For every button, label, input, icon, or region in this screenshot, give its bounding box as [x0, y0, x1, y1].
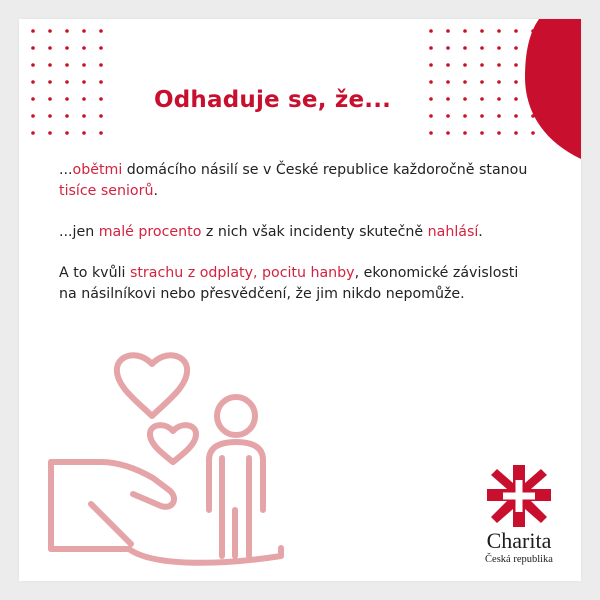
highlighted-text: tisíce seniorů — [59, 183, 154, 199]
highlighted-text: strachu z odplaty, pocitu hanby — [129, 265, 355, 281]
decorative-corner-shape — [521, 19, 581, 159]
paragraph-reporting — [59, 222, 539, 243]
paragraph-text: A to kvůli — [59, 265, 130, 281]
body-text — [59, 160, 539, 325]
charita-logo — [474, 465, 564, 566]
paragraph-victims — [59, 160, 539, 202]
paragraph-text: domácího násilí se v České republice každoročně stanou — [122, 162, 528, 178]
hand-holding-person-hearts-icon — [37, 344, 287, 574]
highlighted-text: nahlásí — [427, 224, 479, 240]
post-card — [19, 19, 581, 581]
headline: Odhaduje se, že... — [154, 87, 392, 113]
highlighted-text: obětmi — [72, 162, 123, 178]
paragraph-text: , ekonomické závislosti na násilníkovi nebo přesvědčení, že jim nikdo nepomůže. — [59, 265, 519, 302]
paragraph-text: . — [153, 183, 158, 199]
decorative-dot-grid-left — [29, 27, 109, 157]
logo-subtitle: Česká republika — [485, 554, 553, 565]
logo-name: Charita — [486, 528, 552, 553]
paragraph-text: z nich však incidenty skutečně — [201, 224, 428, 240]
paragraph-text: ...jen — [59, 224, 99, 240]
paragraph-text: ... — [59, 162, 73, 178]
paragraph-reasons — [59, 263, 539, 305]
charita-cross-logo-icon — [487, 465, 551, 527]
highlighted-text: malé procento — [98, 224, 202, 240]
paragraph-text: . — [478, 224, 483, 240]
